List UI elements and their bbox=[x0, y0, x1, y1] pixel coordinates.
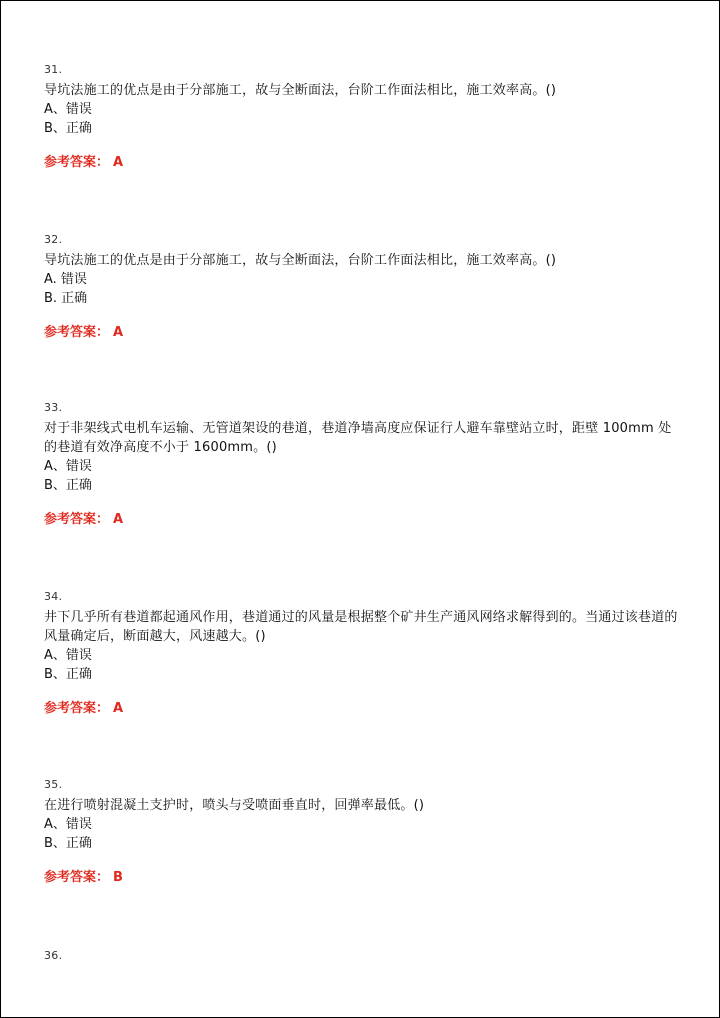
question-35 bbox=[44, 778, 684, 886]
answer-value: A bbox=[113, 325, 124, 340]
answer-value: B bbox=[113, 870, 123, 885]
question-number: 32. bbox=[44, 233, 63, 246]
option-b[interactable]: B、正确 bbox=[44, 121, 92, 136]
reference-answer bbox=[44, 512, 684, 528]
reference-answer bbox=[44, 701, 684, 717]
answer-value: A bbox=[113, 512, 124, 527]
answer-label: 参考答案： bbox=[44, 870, 110, 885]
reference-answer bbox=[44, 325, 684, 341]
question-36 bbox=[44, 949, 684, 963]
option-a[interactable]: A. 错误 bbox=[44, 272, 87, 287]
question-32 bbox=[44, 233, 684, 341]
question-number: 36. bbox=[44, 949, 63, 962]
reference-answer bbox=[44, 155, 684, 171]
option-b[interactable]: B、正确 bbox=[44, 667, 92, 682]
question-number: 34. bbox=[44, 590, 63, 603]
question-number: 33. bbox=[44, 401, 63, 414]
option-a[interactable]: A、错误 bbox=[44, 648, 92, 663]
option-a[interactable]: A、错误 bbox=[44, 817, 92, 832]
option-a[interactable]: A、错误 bbox=[44, 102, 92, 117]
answer-label: 参考答案： bbox=[44, 512, 110, 527]
answer-value: A bbox=[113, 155, 124, 170]
question-text: 对于非架线式电机车运输、无管道架设的巷道，巷道净墙高度应保证行人避车靠壁站立时，距壁 100mm 处的巷道有效净高度不小于 1600mm。() bbox=[44, 421, 672, 455]
question-34 bbox=[44, 590, 684, 717]
answer-value: A bbox=[113, 701, 124, 716]
question-text: 导坑法施工的优点是由于分部施工，故与全断面法，台阶工作面法相比，施工效率高。() bbox=[44, 83, 557, 98]
answer-label: 参考答案： bbox=[44, 701, 110, 716]
question-text: 在进行喷射混凝土支护时，喷头与受喷面垂直时，回弹率最低。() bbox=[44, 798, 425, 813]
answer-label: 参考答案： bbox=[44, 325, 110, 340]
option-a[interactable]: A、错误 bbox=[44, 459, 92, 474]
option-b[interactable]: B. 正确 bbox=[44, 291, 88, 306]
option-b[interactable]: B、正确 bbox=[44, 836, 92, 851]
question-text: 井下几乎所有巷道都起通风作用，巷道通过的风量是根据整个矿井生产通风网络求解得到的。当通过该巷道的风量确定后，断面越大，风速越大。() bbox=[44, 610, 678, 644]
option-b[interactable]: B、正确 bbox=[44, 478, 92, 493]
question-text: 导坑法施工的优点是由于分部施工，故与全断面法，台阶工作面法相比，施工效率高。() bbox=[44, 253, 557, 268]
question-33 bbox=[44, 401, 684, 528]
reference-answer bbox=[44, 870, 684, 886]
question-31 bbox=[44, 63, 684, 171]
answer-label: 参考答案： bbox=[44, 155, 110, 170]
question-number: 35. bbox=[44, 778, 63, 791]
question-number: 31. bbox=[44, 63, 63, 76]
